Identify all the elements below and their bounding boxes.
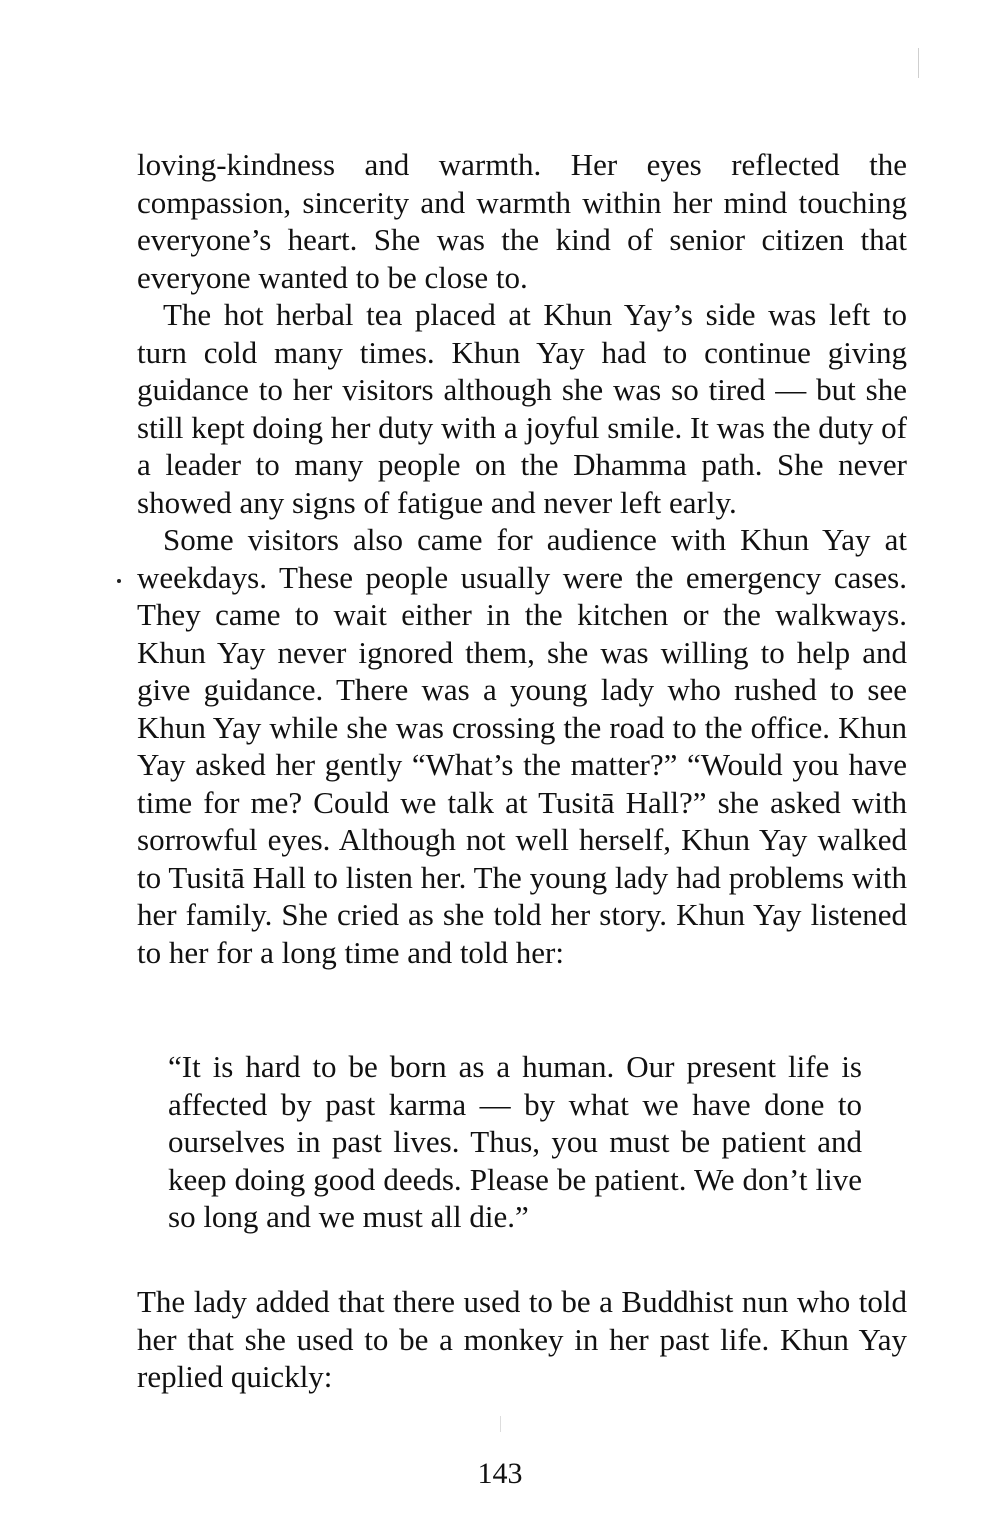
scan-tick-mark <box>500 1416 501 1432</box>
quote-text: “It is hard to be born as a human. Our present life is affected by past karma — by what we have done to ourselves in past lives. Thus, you must be patient and keep doing good deeds. Please be patient. We don’t live so long and we must all die.” <box>168 1049 862 1234</box>
scan-edge-mark <box>918 48 919 78</box>
paragraph-closing: The lady added that there used to be a Buddhist nun who told her that she used to be a monkey in her past life. Khun Yay replied quickly: <box>137 1284 907 1394</box>
scan-speck <box>117 579 121 583</box>
closing-text <box>137 1283 907 1396</box>
page-number: 143 <box>477 1457 523 1490</box>
paragraph-continuation: loving-kindness and warmth. Her eyes reflected the compassion, sincerity and warmth within her mind touching everyone’s heart. She was the kind of senior citizen that everyone wanted to be close to. <box>137 147 907 295</box>
main-text <box>137 146 907 971</box>
paragraph-herbal-tea: The hot herbal tea placed at Khun Yay’s side was left to turn cold many times. Khun Yay had to continue giving guidance to her visitors although she was so tired — but she still kept doing her duty with a joyful smile. It was the duty of a leader to many people on the Dhamma path. She never showed any signs of fatigue and never left early. <box>137 297 907 520</box>
block-quote <box>168 1048 862 1236</box>
paragraph-visitors: Some visitors also came for audience with Khun Yay at weekdays. These people usually were the emergency cases. They came to wait either in the kitchen or the walkways. Khun Yay never ignored them, she was willing to help and give guidance. There was a young lady who rushed to see Khun Yay while she was crossing the road to the office. Khun Yay asked her gently “What’s the matter?” “Would you have time for me? Could we talk at Tusitā Hall?” she asked with sorrowful eyes. Although not well herself, Khun Yay walked to Tusitā Hall to listen her. The young lady had problems with her family. She cried as she told her story. Khun Yay listened to her for a long time and told her: <box>137 522 907 970</box>
